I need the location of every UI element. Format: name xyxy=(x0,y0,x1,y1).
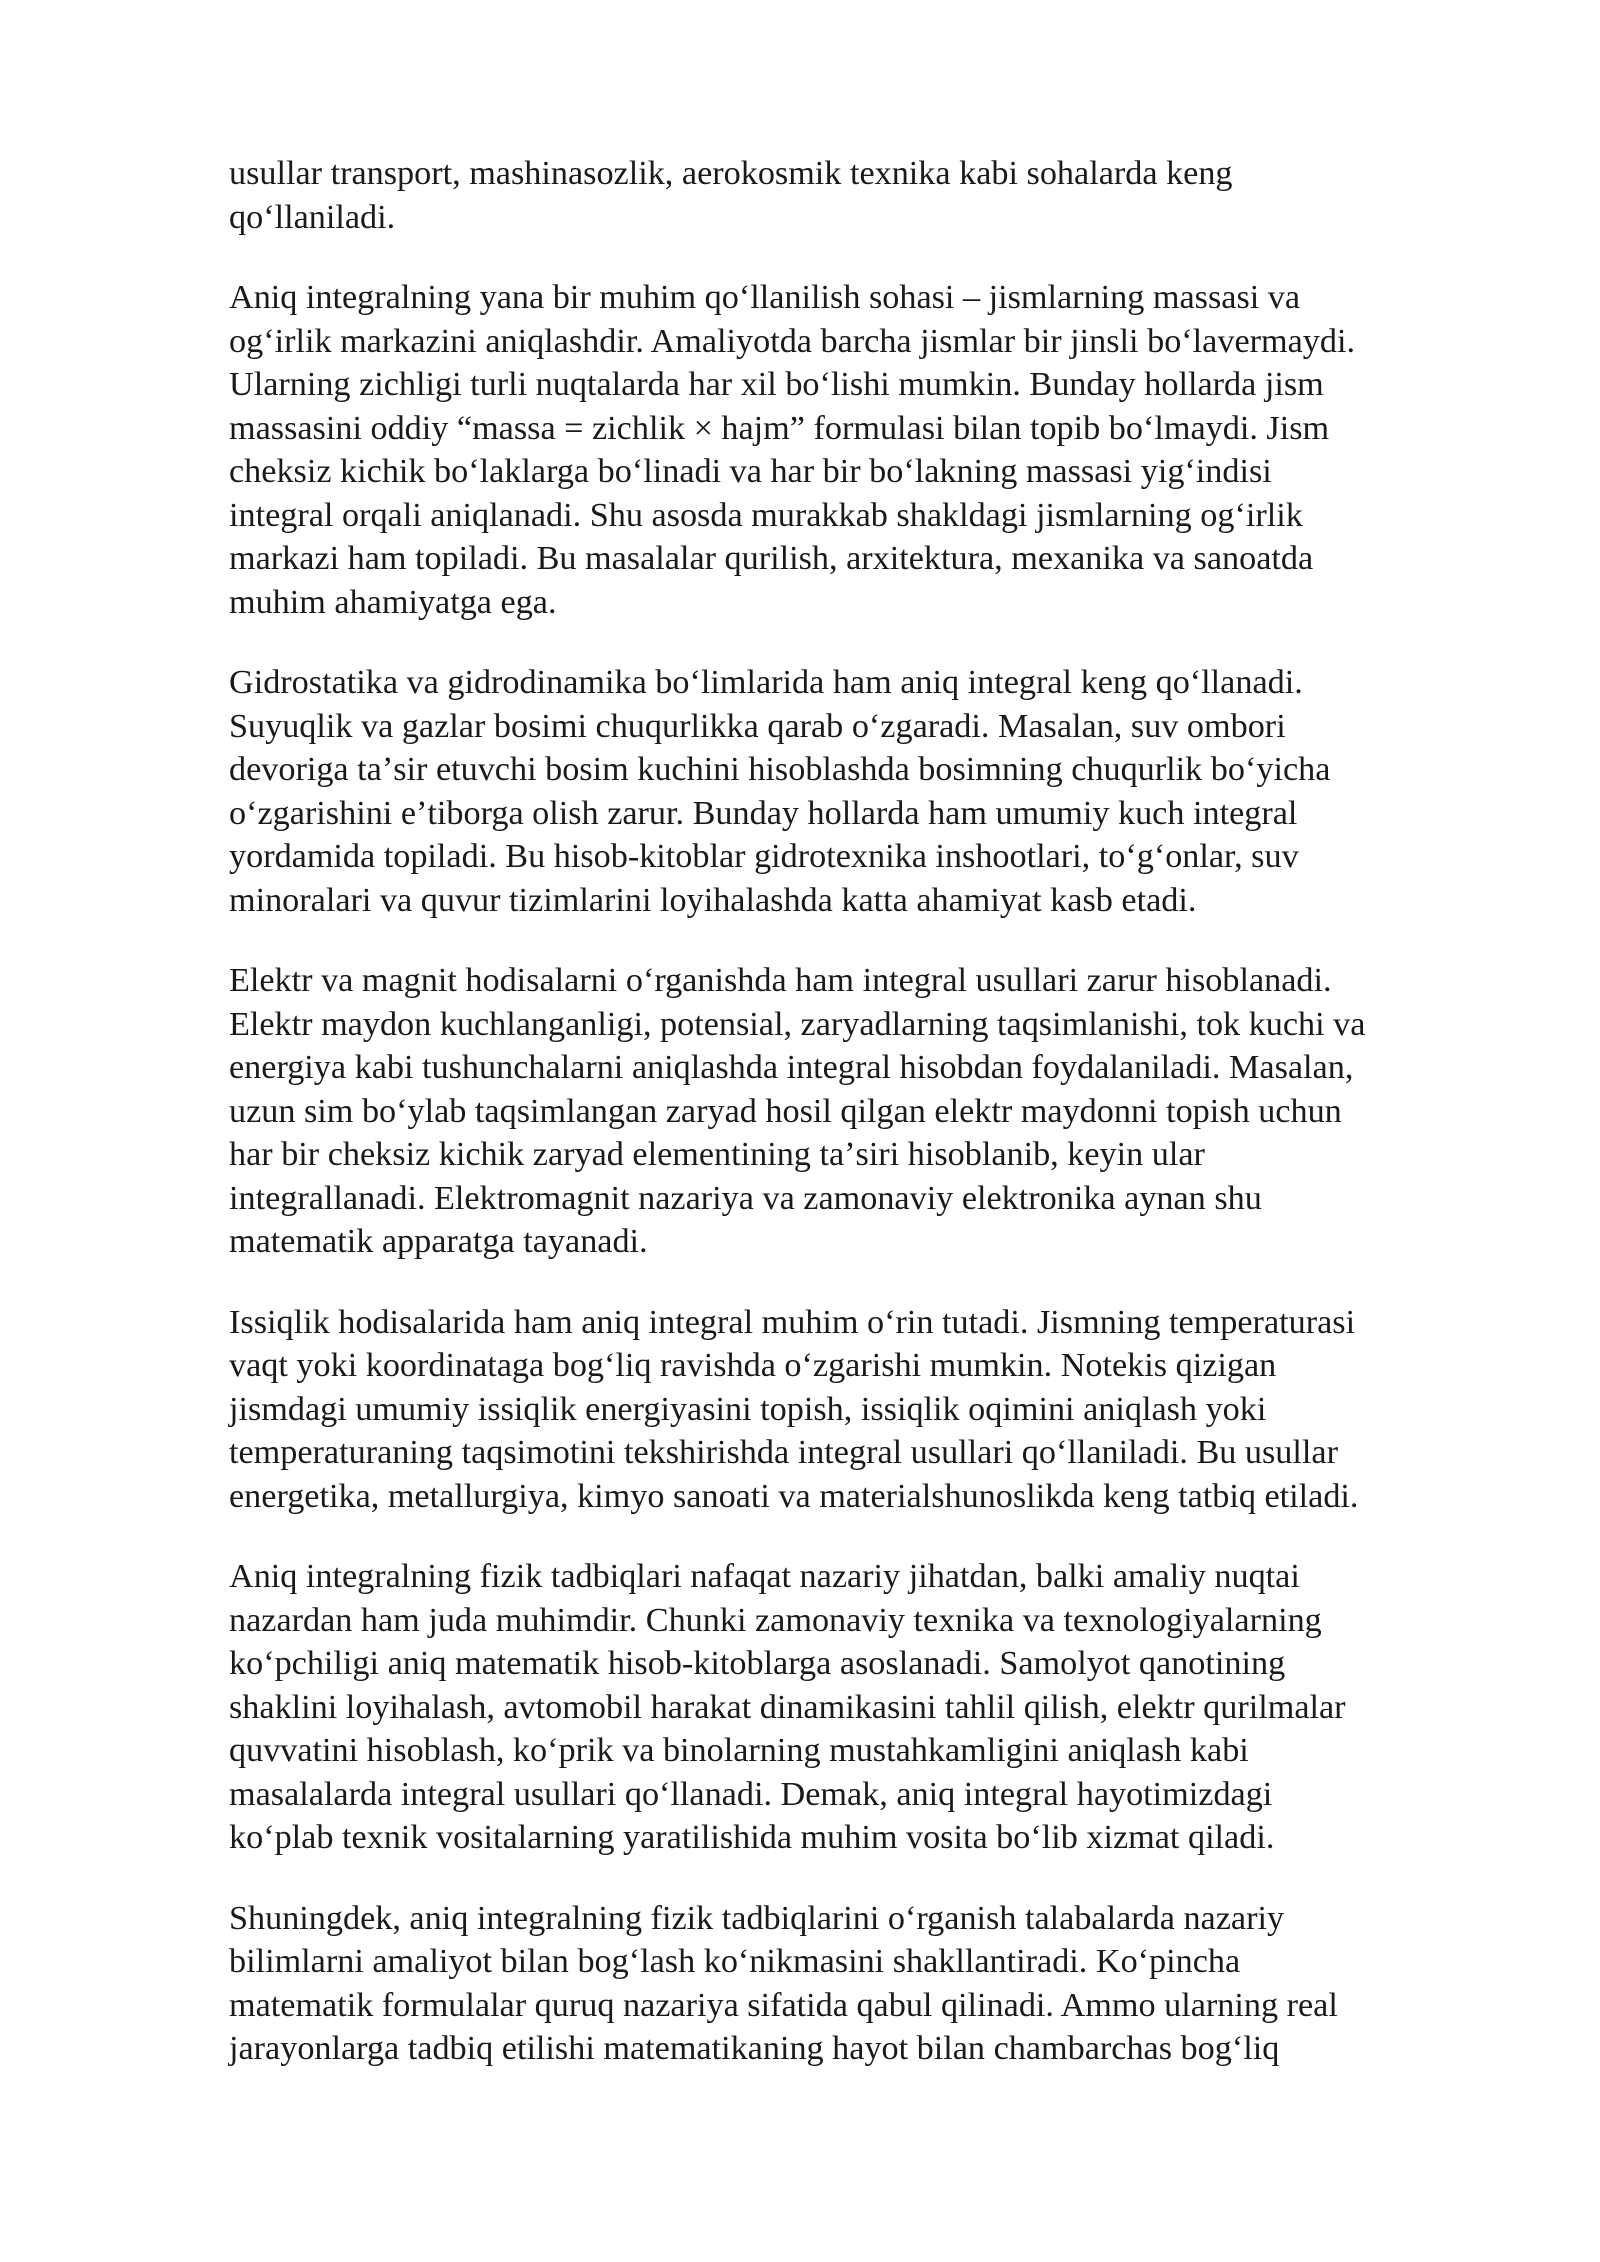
paragraph-6: Aniq integralning fizik tadbiqlari nafaqat nazariy jihatdan, balki amaliy nuqtai nazardan ham juda muhimdir. Chunki zamonaviy texnika va texnologiyalarning koʻpchiligi aniq matematik hisob-kitoblarga asoslanadi. Samolyot qanotining shaklini loyihalash, avtomobil harakat dinamikasini tahlil qilish, elektr qurilmalar quvvatini hisoblash, koʻprik va binolarning mustahkamligini aniqlash kabi masalalarda integral usullari qoʻllanadi. Demak, aniq integral hayotimizdagi koʻplab texnik vositalarning yaratilishida muhim vosita boʻlib xizmat qiladi. xyxy=(229,1558,1346,1856)
paragraph-4: Elektr va magnit hodisalarni oʻrganishda ham integral usullari zarur hisoblanadi. Elektr maydon kuchlanganligi, potensial, zaryadlarning taqsimlanishi, tok kuchi va energiya kabi tushunchalarni aniqlashda integral hisobdan foydalaniladi. Masalan, uzun sim boʻylab taqsimlangan zaryad hosil qilgan elektr maydonni topish uchun har bir cheksiz kichik zaryad elementining taʼsiri hisoblanib, keyin ular integrallanadi. Elektromagnit nazariya va zamonaviy elektronika aynan shu matematik apparatga tayanadi. xyxy=(229,962,1366,1260)
paragraph-2: Aniq integralning yana bir muhim qoʻllanilish sohasi – jismlarning massasi va ogʻirlik markazini aniqlashdir. Amaliyotda barcha jismlar bir jinsli boʻlavermaydi. Ularning zichligi turli nuqtalarda har xil boʻlishi mumkin. Bunday hollarda jism massasini oddiy “massa = zichlik × hajm” formulasi bilan topib boʻlmaydi. Jism cheksiz kichik boʻlaklarga boʻlinadi va har bir boʻlakning massasi yigʻindisi integral orqali aniqlanadi. Shu asosda murakkab shakldagi jismlarning ogʻirlik markazi ham topiladi. Bu masalalar qurilish, arxitektura, mexanika va sanoatda muhim ahamiyatga ega. xyxy=(229,279,1355,621)
paragraph-1: usullar transport, mashinasozlik, aerokosmik texnika kabi sohalarda keng qoʻllaniladi. xyxy=(229,155,1233,236)
paragraph-3: Gidrostatika va gidrodinamika boʻlimlarida ham aniq integral keng qoʻllanadi. Suyuqlik va gazlar bosimi chuqurlikka qarab oʻzgaradi. Masalan, suv ombori devoriga taʼsir etuvchi bosim kuchini hisoblashda bosimning chuqurlik boʻyicha oʻzgarishini eʼtiborga olish zarur. Bunday hollarda ham umumiy kuch integral yordamida topiladi. Bu hisob-kitoblar gidrotexnika inshootlari, toʻgʻonlar, suv minoralari va quvur tizimlarini loyihalashda katta ahamiyat kasb etadi. xyxy=(229,664,1331,919)
document-body xyxy=(229,152,1491,2108)
paragraph-5: Issiqlik hodisalarida ham aniq integral muhim oʻrin tutadi. Jismning temperaturasi vaqt yoki koordinataga bogʻliq ravishda oʻzgarishi mumkin. Notekis qizigan jismdagi umumiy issiqlik energiyasini topish, issiqlik oqimini aniqlash yoki temperaturaning taqsimotini tekshirishda integral usullari qoʻllaniladi. Bu usullar energetika, metallurgiya, kimyo sanoati va materialshunoslikda keng tatbiq etiladi. xyxy=(229,1303,1359,1515)
paragraph-7: Shuningdek, aniq integralning fizik tadbiqlarini oʻrganish talabalarda nazariy bilimlarni amaliyot bilan bogʻlash koʻnikmasini shakllantiradi. Koʻpincha matematik formulalar quruq nazariya sifatida qabul qilinadi. Ammo ularning real jarayonlarga tadbiq etilishi matematikaning hayot bilan chambarchas bogʻliq xyxy=(229,1899,1338,2067)
